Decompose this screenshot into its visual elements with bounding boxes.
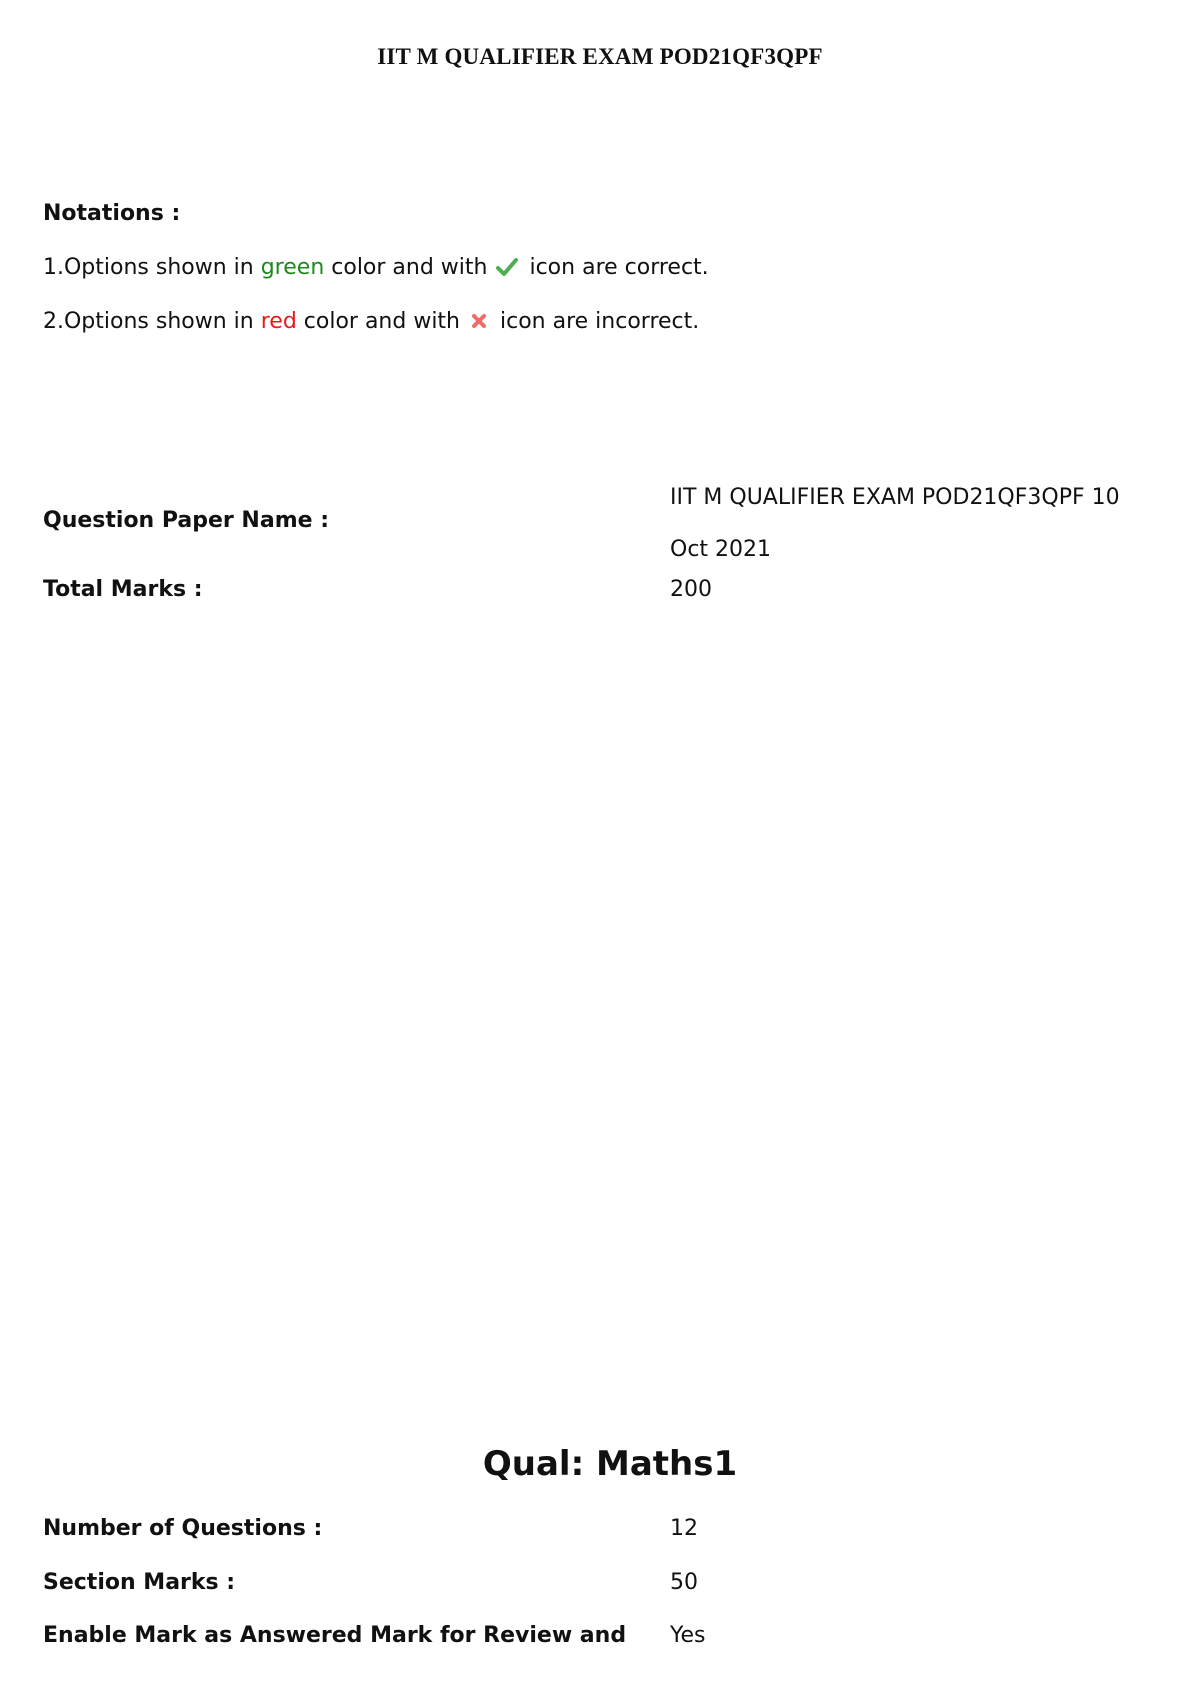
num-questions-value: 12: [670, 1516, 698, 1541]
section-title: Qual: Maths1: [482, 1444, 738, 1484]
notation-correct-middle: color and with: [324, 255, 495, 280]
notation-correct-color-word: green: [260, 255, 325, 280]
notations-heading: Notations :: [43, 201, 181, 226]
notation-correct-suffix: icon are correct.: [522, 255, 709, 280]
num-questions-label: Number of Questions :: [43, 1516, 323, 1541]
notation-correct: [43, 254, 709, 282]
notation-incorrect-suffix: icon are incorrect.: [493, 309, 700, 334]
notations-block: [43, 200, 709, 336]
section-marks-label: Section Marks :: [43, 1570, 236, 1595]
notation-incorrect-prefix: 2.Options shown in: [43, 309, 261, 334]
total-marks-value: 200: [670, 577, 712, 602]
paper-name-value: [670, 472, 1150, 576]
check-icon: [496, 257, 518, 285]
section-marks-value: 50: [670, 1570, 698, 1595]
notation-correct-prefix: 1.Options shown in: [43, 255, 261, 280]
notation-incorrect-middle: color and with: [296, 309, 467, 334]
paper-name-value-line1: IIT M QUALIFIER EXAM POD21QF3QPF 10: [670, 485, 1120, 510]
paper-name-label: Question Paper Name :: [43, 508, 329, 533]
total-marks-label: Total Marks :: [43, 577, 203, 602]
enable-mark-value: Yes: [670, 1623, 706, 1648]
paper-name-value-line2: Oct 2021: [670, 537, 772, 562]
cross-icon: [469, 311, 489, 339]
enable-mark-label: Enable Mark as Answered Mark for Review and: [43, 1623, 627, 1648]
notation-incorrect-color-word: red: [260, 309, 297, 334]
notation-incorrect: [43, 308, 709, 336]
page-title: IIT M QUALIFIER EXAM POD21QF3QPF: [377, 44, 823, 69]
